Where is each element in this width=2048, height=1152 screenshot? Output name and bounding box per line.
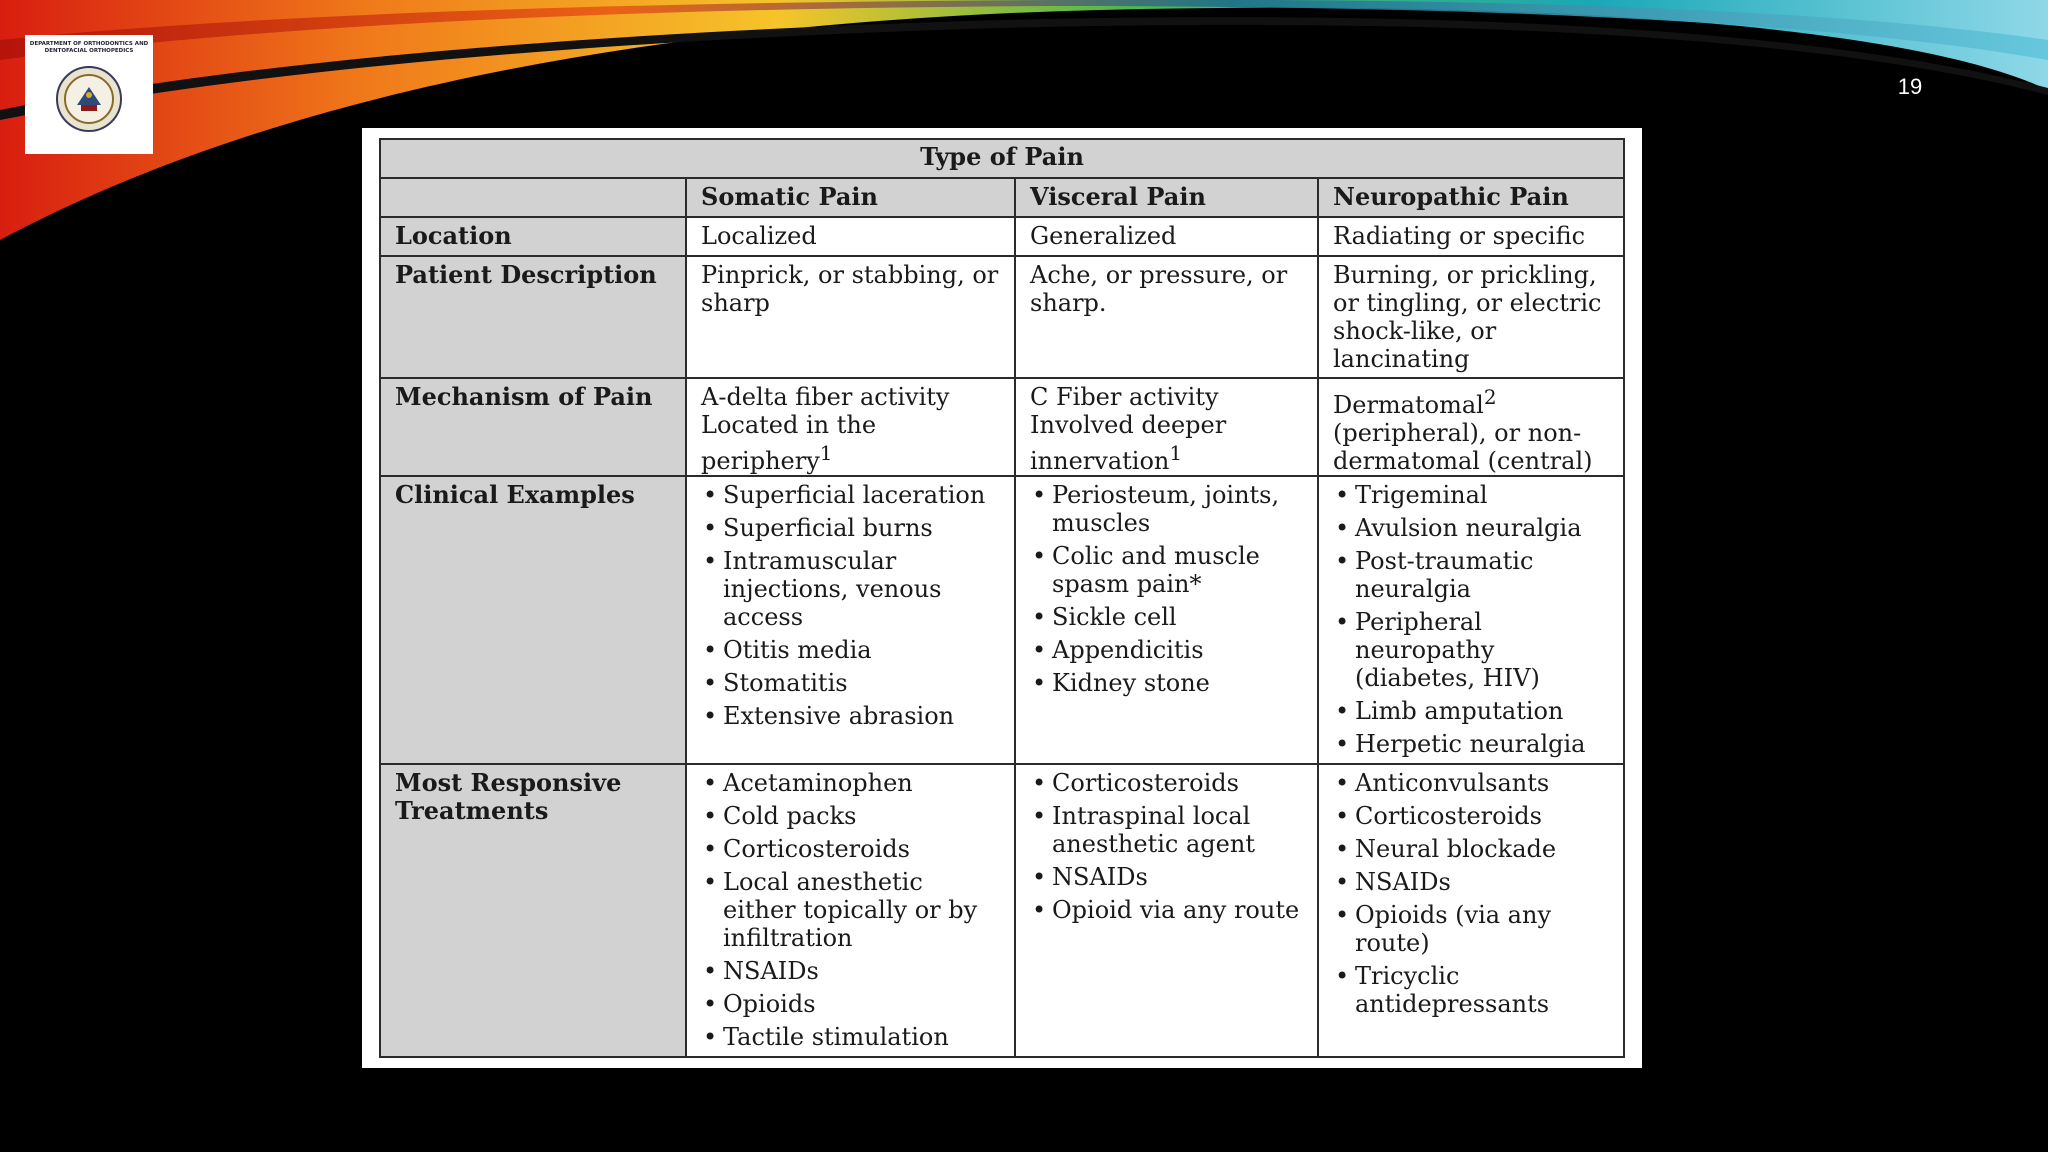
list-item: • Appendicitis bbox=[1030, 636, 1303, 664]
cell-treatments-visceral bbox=[1015, 764, 1318, 1057]
cell-location-somatic: Localized bbox=[686, 217, 1015, 256]
list-item: • Avulsion neuralgia bbox=[1333, 514, 1609, 542]
list-item: • Corticosteroids bbox=[1030, 769, 1303, 797]
list-item: • Opioids bbox=[701, 990, 1000, 1018]
list-item: • Opioids (via any route) bbox=[1333, 901, 1609, 957]
list-item: • Peripheral neuropathy (diabetes, HIV) bbox=[1333, 608, 1609, 692]
footnote-marker: 1 bbox=[819, 441, 833, 465]
list-item: • Cold packs bbox=[701, 802, 1000, 830]
mechanism-neuropathic-word: Dermatomal bbox=[1333, 391, 1484, 419]
corner-cell bbox=[380, 178, 686, 217]
cell-clinical-somatic bbox=[686, 476, 1015, 764]
row-label-description: Patient Description bbox=[380, 256, 686, 378]
mechanism-somatic-line1: A-delta fiber activity bbox=[701, 383, 950, 411]
cell-treatments-neuropathic bbox=[1318, 764, 1624, 1057]
list-item: • NSAIDs bbox=[701, 957, 1000, 985]
cell-location-visceral: Generalized bbox=[1015, 217, 1318, 256]
list-item: • Periosteum, joints, muscles bbox=[1030, 481, 1303, 537]
university-seal-icon bbox=[55, 65, 123, 133]
row-label-treatments: Most Responsive Treatments bbox=[380, 764, 686, 1057]
list-item: • Colic and muscle spasm pain* bbox=[1030, 542, 1303, 598]
table-row bbox=[380, 764, 1624, 1057]
row-label-clinical: Clinical Examples bbox=[380, 476, 686, 764]
list-item: • Sickle cell bbox=[1030, 603, 1303, 631]
table-row bbox=[380, 256, 1624, 378]
row-label-location: Location bbox=[380, 217, 686, 256]
slide-number: 19 bbox=[1897, 74, 1923, 99]
list-item: • Local anesthetic either topically or by infiltration bbox=[701, 868, 1000, 952]
list-item: • Tricyclic antidepressants bbox=[1333, 962, 1609, 1018]
cell-clinical-visceral bbox=[1015, 476, 1318, 764]
cell-description-somatic: Pinprick, or stabbing, or sharp bbox=[686, 256, 1015, 378]
table-row bbox=[380, 217, 1624, 256]
footnote-marker: 2 bbox=[1483, 385, 1497, 409]
list-item: • Superficial laceration bbox=[701, 481, 1000, 509]
list-item: • Stomatitis bbox=[701, 669, 1000, 697]
list-item: • Tactile stimulation bbox=[701, 1023, 1000, 1051]
cell-description-neuropathic: Burning, or prickling, or tingling, or electric shock-like, or lancinating bbox=[1318, 256, 1624, 378]
table-row bbox=[380, 476, 1624, 764]
cell-mechanism-neuropathic bbox=[1318, 378, 1624, 476]
list-item: • Corticosteroids bbox=[701, 835, 1000, 863]
list-item: • Neural blockade bbox=[1333, 835, 1609, 863]
list-item: • Herpetic neuralgia bbox=[1333, 730, 1609, 758]
table-row bbox=[380, 378, 1624, 476]
row-label-mechanism: Mechanism of Pain bbox=[380, 378, 686, 476]
mechanism-neuropathic-rest: (peripheral), or non-dermatomal (central) bbox=[1333, 419, 1593, 475]
list-item: • Intramuscular injections, venous access bbox=[701, 547, 1000, 631]
list-item: • Intraspinal local anesthetic agent bbox=[1030, 802, 1303, 858]
mechanism-visceral-line2: Involved deeper innervation bbox=[1030, 411, 1227, 475]
list-item: • NSAIDs bbox=[1333, 868, 1609, 896]
list-item: • Opioid via any route bbox=[1030, 896, 1303, 924]
department-logo bbox=[25, 35, 153, 154]
table-title: Type of Pain bbox=[380, 139, 1624, 178]
list-item: • Otitis media bbox=[701, 636, 1000, 664]
list-item: • Acetaminophen bbox=[701, 769, 1000, 797]
logo-text: DEPARTMENT OF ORTHODONTICS AND DENTOFACIAL ORTHOPEDICS bbox=[29, 41, 149, 54]
mechanism-visceral-line1: C Fiber activity bbox=[1030, 383, 1219, 411]
list-item: • Extensive abrasion bbox=[701, 702, 1000, 730]
cell-mechanism-visceral bbox=[1015, 378, 1318, 476]
column-header-visceral: Visceral Pain bbox=[1015, 178, 1318, 217]
list-item: • Anticonvulsants bbox=[1333, 769, 1609, 797]
cell-mechanism-somatic bbox=[686, 378, 1015, 476]
column-header-neuropathic: Neuropathic Pain bbox=[1318, 178, 1624, 217]
list-item: • Limb amputation bbox=[1333, 697, 1609, 725]
column-header-somatic: Somatic Pain bbox=[686, 178, 1015, 217]
list-item: • Superficial burns bbox=[701, 514, 1000, 542]
cell-treatments-somatic bbox=[686, 764, 1015, 1057]
mechanism-somatic-line2: Located in the periphery bbox=[701, 411, 877, 475]
pain-types-table bbox=[379, 138, 1625, 1058]
list-item: • Post-traumatic neuralgia bbox=[1333, 547, 1609, 603]
cell-description-visceral: Ache, or pressure, or sharp. bbox=[1015, 256, 1318, 378]
list-item: • NSAIDs bbox=[1030, 863, 1303, 891]
list-item: • Corticosteroids bbox=[1333, 802, 1609, 830]
cell-clinical-neuropathic bbox=[1318, 476, 1624, 764]
list-item: • Trigeminal bbox=[1333, 481, 1609, 509]
footnote-marker: 1 bbox=[1169, 441, 1183, 465]
pain-types-table-image bbox=[362, 128, 1642, 1068]
list-item: • Kidney stone bbox=[1030, 669, 1303, 697]
cell-location-neuropathic: Radiating or specific bbox=[1318, 217, 1624, 256]
